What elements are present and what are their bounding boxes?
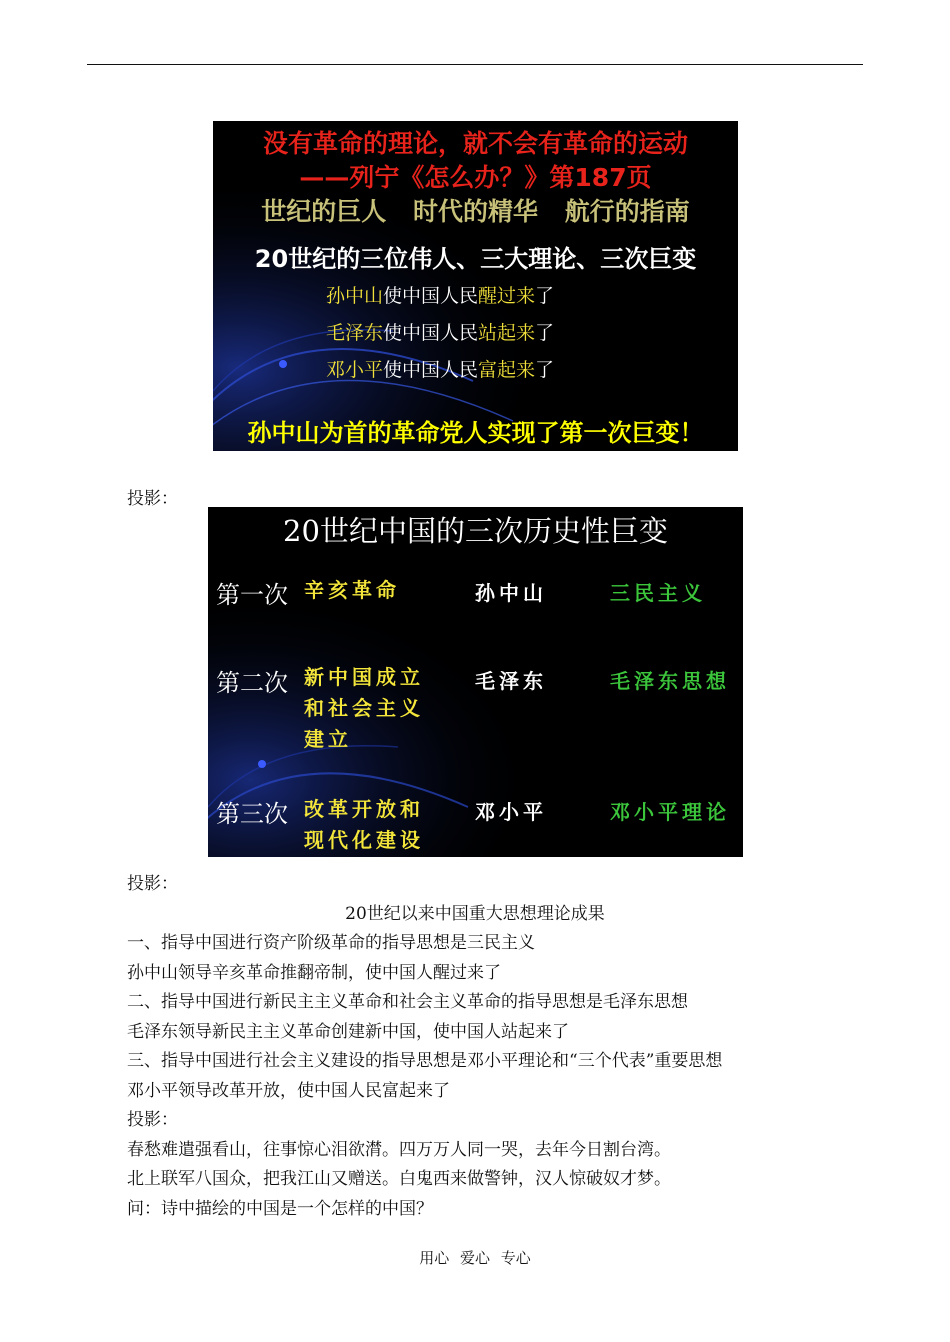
lenin-quote-line2: ——列宁《怎么办？》第187页 <box>299 163 652 192</box>
line-end: 了 <box>535 285 555 307</box>
row2-ordinal: 第二次 <box>216 669 288 697</box>
person-name: 孙中山 <box>326 285 384 307</box>
slide-image-three-changes <box>208 507 743 857</box>
row1-ordinal: 第一次 <box>216 581 288 609</box>
slide-title: 20世纪中国的三次历史性巨变 <box>283 514 668 548</box>
line-verb: 富起来 <box>478 359 536 381</box>
line-end: 了 <box>535 359 555 381</box>
slide-bottom-banner: 孙中山为首的革命党人实现了第一次巨变！ <box>247 419 704 447</box>
lenin-quote-line1: 没有革命的理论，就不会有革命的运动 <box>262 129 688 158</box>
projection-label: 投影： <box>127 874 178 894</box>
row2-theory: 毛泽东思想 <box>610 669 730 693</box>
row3-event: 改革开放和 现代化建设 <box>304 797 424 852</box>
row2-event: 新中国成立 和社会主义 建立 <box>304 665 424 751</box>
slide-line-sun <box>326 281 554 308</box>
row3-theory: 邓小平理论 <box>610 800 730 824</box>
projection-label: 投影： <box>127 489 178 509</box>
line-mid: 使中国人民 <box>383 285 479 307</box>
row1-person: 孙中山 <box>475 581 547 605</box>
poem-line: 春愁难遣强看山，往事惊心泪欲潸。四万万人同一哭，去年今日割台湾。 <box>127 1140 671 1160</box>
slide-subtitle: 20世纪的三位伟人、三大理论、三次巨变 <box>254 245 697 273</box>
person-name: 邓小平 <box>326 359 384 381</box>
row3-ordinal: 第三次 <box>216 800 288 828</box>
person-name: 毛泽东 <box>326 322 384 344</box>
row1-theory: 三民主义 <box>610 581 706 605</box>
line-end: 了 <box>535 322 555 344</box>
line-mid: 使中国人民 <box>383 322 479 344</box>
body-line: 孙中山领导辛亥革命推翻帝制，使中国人醒过来了 <box>127 963 501 983</box>
body-line: 三、指导中国进行社会主义建设的指导思想是邓小平理论和“三个代表”重要思想 <box>127 1051 723 1071</box>
body-line: 二、指导中国进行新民主主义革命和社会主义革命的指导思想是毛泽东思想 <box>127 992 688 1012</box>
section-title: 20世纪以来中国重大思想理论成果 <box>345 904 605 924</box>
slide-line-mao <box>326 318 554 345</box>
row2-person: 毛泽东 <box>475 669 547 693</box>
body-line: 一、指导中国进行资产阶级革命的指导思想是三民主义 <box>127 933 535 953</box>
line-mid: 使中国人民 <box>383 359 479 381</box>
projection-label: 投影： <box>127 1110 178 1130</box>
line-verb: 醒过来 <box>478 285 536 307</box>
slide-line-deng <box>326 355 554 382</box>
row3-person: 邓小平 <box>475 800 547 824</box>
poem-line: 北上联军八国众，把我江山又赠送。白鬼西来做警钟，汉人惊破奴才梦。 <box>127 1169 671 1189</box>
question: 问：诗中描绘的中国是一个怎样的中国？ <box>127 1199 433 1219</box>
slide-image-three-great-men <box>213 121 738 451</box>
page-footer: 用心 爱心 专心 <box>419 1249 531 1267</box>
body-line: 邓小平领导改革开放，使中国人民富起来了 <box>127 1081 450 1101</box>
line-verb: 站起来 <box>478 322 536 344</box>
row1-event: 辛亥革命 <box>304 578 400 602</box>
slide-motto: 世纪的巨人 时代的精华 航行的指南 <box>261 197 690 226</box>
body-line: 毛泽东领导新民主主义革命创建新中国，使中国人站起来了 <box>127 1022 569 1042</box>
header-rule <box>87 64 863 65</box>
